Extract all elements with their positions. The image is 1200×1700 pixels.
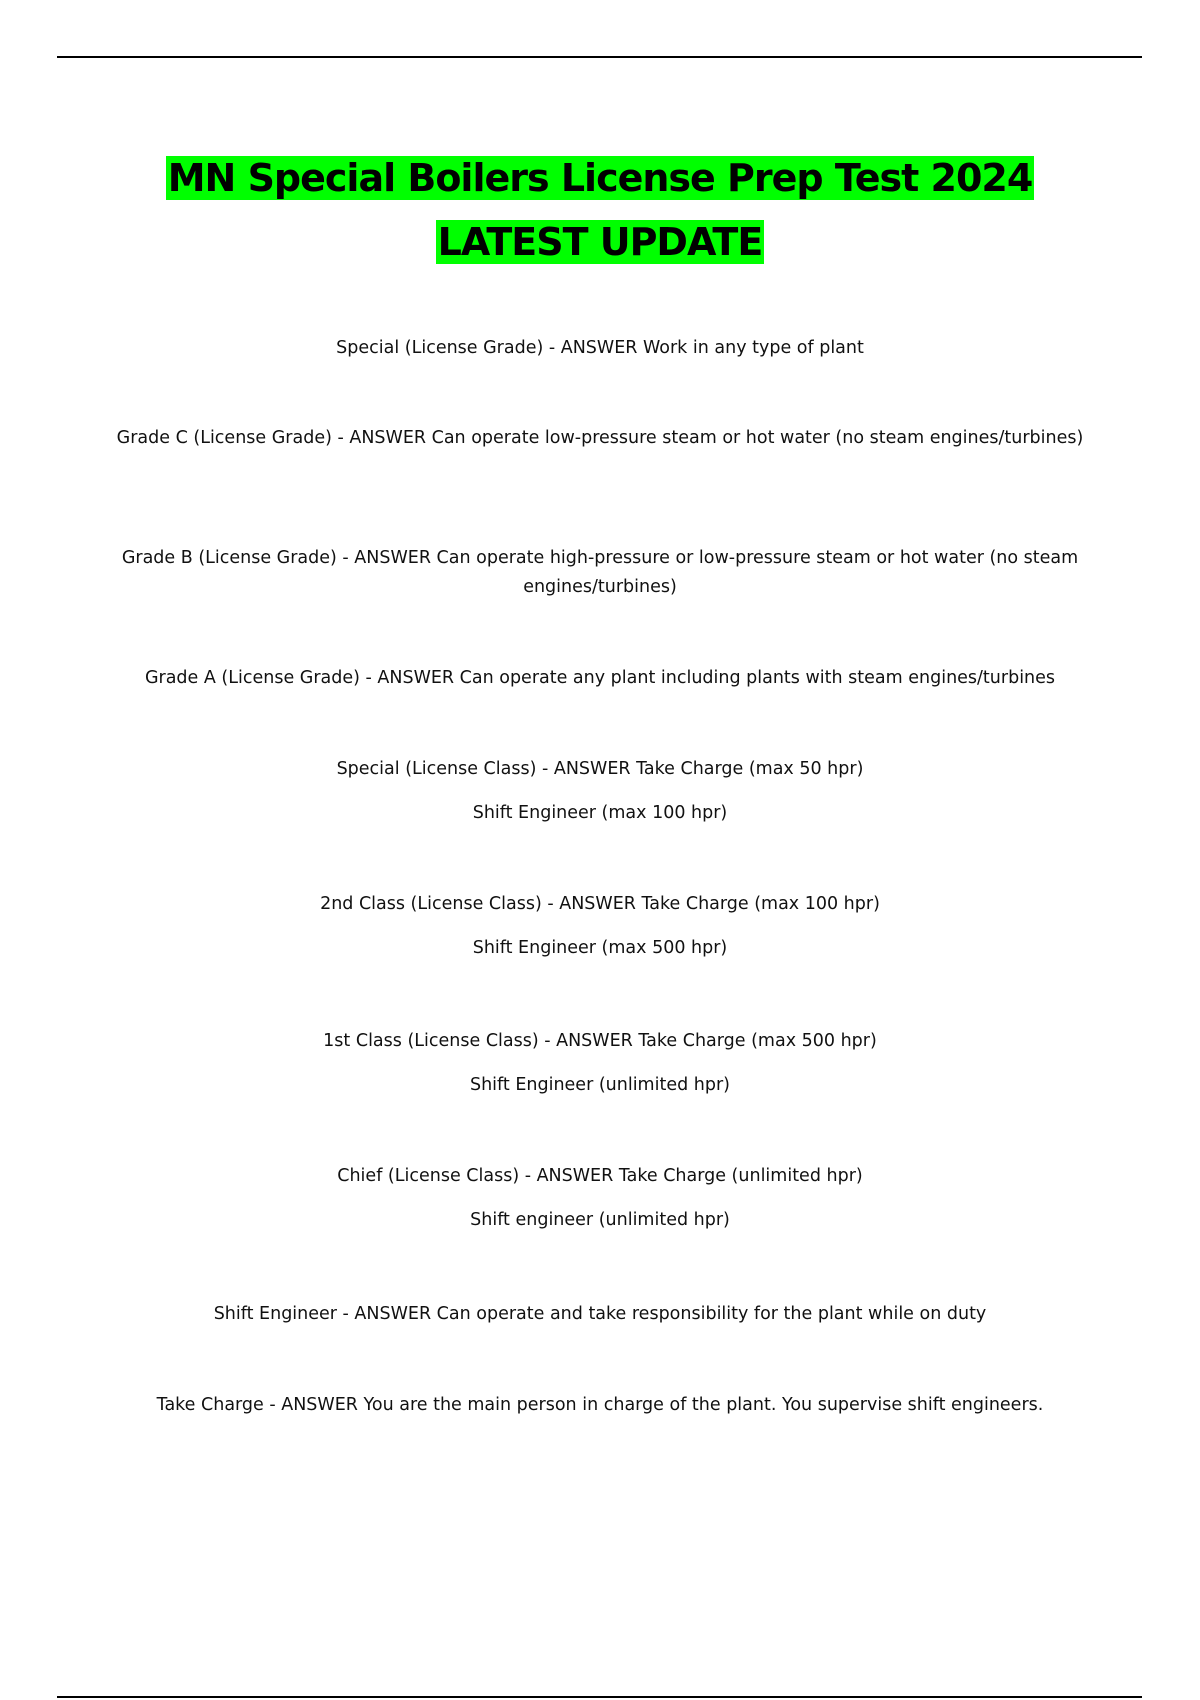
qa-entry-shift-engineer	[100, 1300, 1100, 1329]
qa-text: 1st Class (License Class) - ANSWER Take Charge (max 500 hpr)	[323, 1031, 877, 1051]
bottom-rule	[57, 1696, 1142, 1698]
qa-text: Grade C (License Grade) - ANSWER Can operate low-pressure steam or hot water (no steam engines/turbines)	[116, 428, 1084, 448]
qa-text: Special (License Grade) - ANSWER Work in any type of plant	[336, 338, 864, 358]
qa-text-second-line: Shift Engineer (max 500 hpr)	[472, 938, 728, 958]
qa-text-second-line: Shift Engineer (max 100 hpr)	[472, 803, 728, 823]
qa-entry-2nd-class	[100, 890, 1100, 963]
title-line-1: MN Special Boilers License Prep Test 2024	[167, 156, 1033, 200]
top-rule	[57, 56, 1142, 58]
qa-text: 2nd Class (License Class) - ANSWER Take Charge (max 100 hpr)	[320, 894, 880, 914]
qa-text: Chief (License Class) - ANSWER Take Charge (unlimited hpr)	[337, 1166, 863, 1186]
qa-text: Shift Engineer - ANSWER Can operate and take responsibility for the plant while on duty	[213, 1304, 987, 1324]
qa-text: Grade B (License Grade) - ANSWER Can operate high-pressure or low-pressure steam or hot water (no steam engines/turbines)	[121, 548, 1079, 597]
qa-entry-special-grade	[100, 334, 1100, 363]
qa-entry-take-charge	[100, 1391, 1100, 1420]
qa-entry-grade-c	[100, 424, 1100, 453]
qa-text: Special (License Class) - ANSWER Take Charge (max 50 hpr)	[336, 759, 864, 779]
qa-entry-grade-b	[100, 544, 1100, 602]
qa-text-second-line: Shift Engineer (unlimited hpr)	[469, 1075, 730, 1095]
qa-entry-chief-class	[100, 1162, 1100, 1235]
qa-entry-1st-class	[100, 1027, 1100, 1100]
qa-text: Take Charge - ANSWER You are the main person in charge of the plant. You supervise shift engineers.	[156, 1395, 1044, 1415]
document-title	[0, 146, 1200, 274]
title-line-2: LATEST UPDATE	[437, 220, 763, 264]
qa-text-second-line: Shift engineer (unlimited hpr)	[470, 1210, 730, 1230]
qa-entry-grade-a	[100, 664, 1100, 693]
qa-text: Grade A (License Grade) - ANSWER Can operate any plant including plants with steam engines/turbines	[144, 668, 1056, 688]
qa-entry-special-class	[100, 755, 1100, 828]
